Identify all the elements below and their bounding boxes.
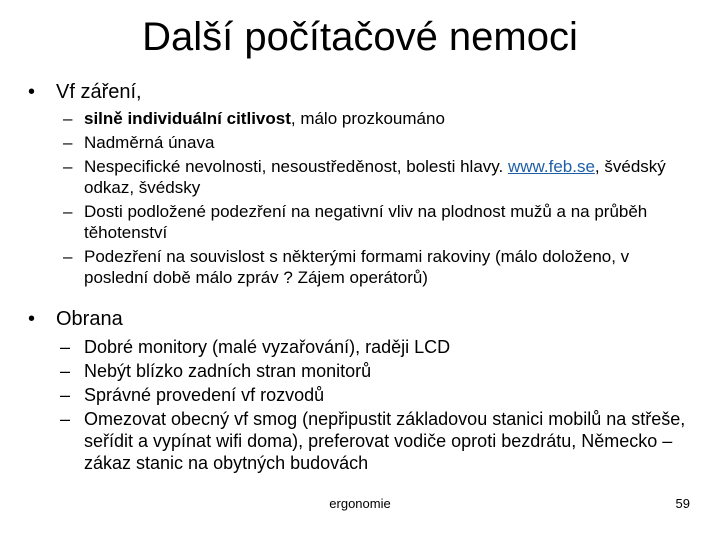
dash-marker: – xyxy=(63,109,73,128)
footer-label: ergonomie xyxy=(329,496,391,511)
list-item xyxy=(0,360,720,382)
item-text: Nespecifické nevolnosti, nesoustředěnost, bolesti hlavy. xyxy=(84,157,508,176)
item-text: Nebýt blízko zadních stran monitorů xyxy=(84,361,372,381)
bullet-dot: • xyxy=(28,81,36,103)
item-text: Nadměrná únava xyxy=(84,133,215,152)
item-text: , švédský odkaz, švédsky xyxy=(84,157,666,197)
list-item xyxy=(0,408,720,474)
bullet-heading: Vf záření, xyxy=(56,81,142,103)
item-text: , málo prozkoumáno xyxy=(290,109,445,128)
list-item xyxy=(0,132,720,153)
dash-marker: – xyxy=(60,409,71,429)
dash-marker: – xyxy=(60,361,71,381)
page-number: 59 xyxy=(675,496,690,511)
dash-marker: – xyxy=(63,202,73,221)
dash-marker: – xyxy=(60,337,71,357)
item-text: Dosti podložené podezření na negativní vliv na plodnost mužů a na průběh těhotenství xyxy=(84,202,648,242)
dash-marker: – xyxy=(63,157,73,176)
list-item xyxy=(0,156,720,198)
slide-title: Další počítačové nemoci xyxy=(142,15,578,59)
vf-zareni-list xyxy=(0,108,720,291)
list-item xyxy=(0,201,720,243)
item-text: Podezření na souvislost s některými formami rakoviny (málo doloženo, v poslední době málo zpráv ? Zájem operátorů) xyxy=(84,247,630,287)
list-item xyxy=(0,246,720,288)
feb-link[interactable]: www.feb.se xyxy=(507,157,595,176)
dash-marker: – xyxy=(63,247,73,266)
item-text: Správné provedení vf rozvodů xyxy=(84,385,325,405)
dash-marker: – xyxy=(63,133,73,152)
list-item xyxy=(0,384,720,406)
item-text: Omezovat obecný vf smog (nepřipustit základovou stanici mobilů na střeše, seřídit a vypínat wifi doma), preferovat vodiče oproti bezdrátu, Německo – zákaz stanic na obytných budovách xyxy=(84,409,686,473)
bullet-dot: • xyxy=(28,308,36,330)
obrana-list xyxy=(0,336,720,476)
dash-marker: – xyxy=(60,385,71,405)
item-text: Dobré monitory (malé vyzařování), raději LCD xyxy=(84,337,451,357)
bullet-heading: Obrana xyxy=(56,308,123,330)
bold-text: silně individuální citlivost xyxy=(84,109,291,128)
list-item xyxy=(0,336,720,358)
list-item xyxy=(0,108,720,129)
